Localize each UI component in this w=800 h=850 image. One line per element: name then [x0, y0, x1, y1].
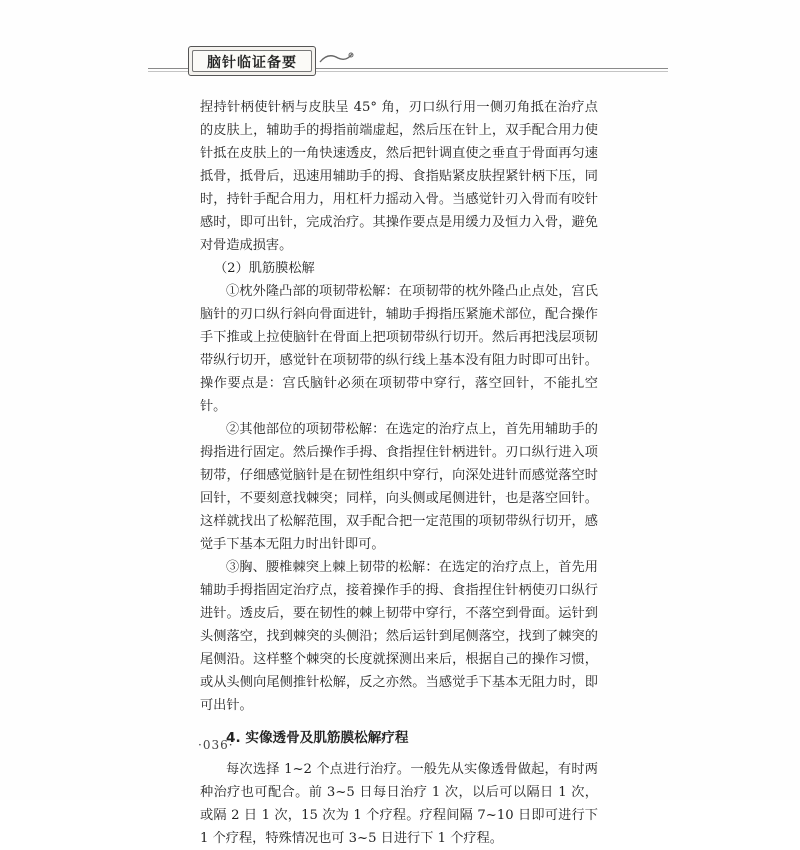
section-title-4: 4. 实像透骨及肌筋膜松解疗程 [226, 730, 409, 746]
paragraph-item-1: ①枕外隆凸部的项韧带松解：在项韧带的枕外隆凸止点处，宫氏脑针的刃口纵行斜向骨面进针，辅助手拇指压紧施术部位，配合操作手下推或上拉使脑针在骨面上把项韧带纵行切开。然后再把浅层项韧带纵行切开，感觉针在项韧带的纵行线上基本没有阻力时即可出针。操作要点是：宫氏脑针必须在项韧带中穿行，落空回针，不能扎空针。 [200, 284, 598, 414]
paragraph-continued: 捏持针柄使针柄与皮肤呈 45° 角，刃口纵行用一侧刃角抵在治疗点的皮肤上，辅助手的拇指前端虚起，然后压在针上，双手配合用力使针抵在皮肤上的一角快速透皮，然后把针调直使之垂直于骨面再匀速抵骨，抵骨后，迅速用辅助手的拇、食指贴紧皮肤捏紧针柄下压，同时，持针手配合用力，用杠杆力摇动入骨。当感觉针刃入骨而有咬针感时，即可出针，完成治疗。其操作要点是用缓力及恒力入骨，避免对骨造成损害。 [200, 100, 598, 253]
subheading-fascia-release: （2）肌筋膜松解 [214, 261, 315, 276]
page-number: ·036· [198, 738, 234, 752]
paragraph-item-3: ③胸、腰椎棘突上棘上韧带的松解：在选定的治疗点上，首先用辅助手拇指固定治疗点，接着操作手的拇、食指捏住针柄使刃口纵行进针。透皮后，要在韧性的棘上韧带中穿行，不落空到骨面。运针到头侧落空，找到棘突的头侧沿；然后运针到尾侧落空，找到了棘突的尾侧沿。这样整个棘突的长度就探测出来后，根据自己的操作习惯，或从头侧向尾侧推针松解，反之亦然。当感觉手下基本无阻力时，即可出针。 [200, 560, 598, 713]
scroll-ornament-icon [318, 48, 354, 68]
paragraph-item-2: ②其他部位的项韧带松解：在选定的治疗点上，首先用辅助手的拇指进行固定。然后操作手拇、食指捏住针柄进针。刃口纵行进入项韧带，仔细感觉脑针是在韧性组织中穿行，向深处进针而感觉落空时回针，不要刻意找棘突；同样，向头侧或尾侧进针，也是落空回针。这样就找出了松解范围，双手配合把一定范围的项韧带纵行切开，感觉手下基本无阻力时出针即可。 [200, 422, 598, 552]
header-title-box [188, 46, 316, 76]
paragraph-section-4: 每次选择 1~2 个点进行治疗。一般先从实像透骨做起，有时两种治疗也可配合。前 3~5 日每日治疗 1 次，以后可以隔日 1 次，或隔 2 日 1 次，15 次为 1 个疗程。疗程间隔 7~10 日即可进行下 1 个疗程，特殊情况也可 3~5 日进行下 1 个疗程。 [200, 762, 598, 846]
main-text [200, 96, 598, 850]
running-header [148, 40, 688, 80]
header-title: 脑针临证备要 [207, 55, 297, 71]
